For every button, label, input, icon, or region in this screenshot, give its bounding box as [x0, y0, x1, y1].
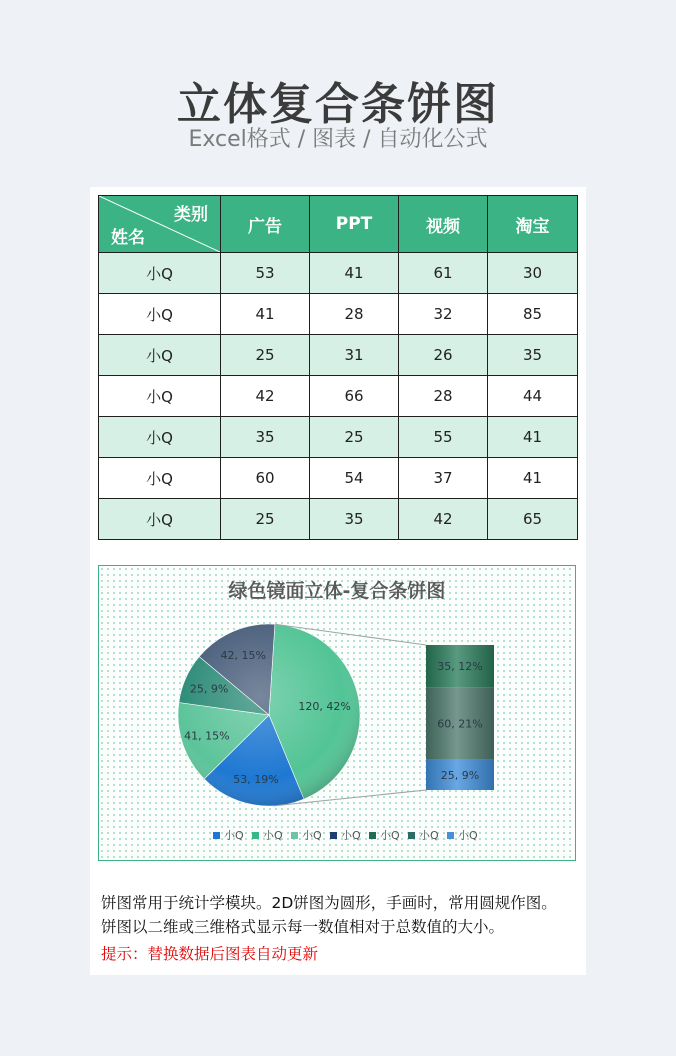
value-cell: 61	[399, 253, 488, 294]
value-cell: 41	[488, 417, 578, 458]
name-cell: 小Q	[99, 335, 221, 376]
legend-swatch	[213, 832, 220, 839]
column-header: PPT	[310, 196, 399, 253]
value-cell: 25	[310, 417, 399, 458]
header-category-label: 类别	[174, 205, 208, 225]
table-row	[99, 376, 578, 417]
legend-swatch	[252, 832, 259, 839]
value-cell: 53	[221, 253, 310, 294]
legend-swatch	[330, 832, 337, 839]
value-cell: 30	[488, 253, 578, 294]
table-row	[99, 335, 578, 376]
value-cell: 85	[488, 294, 578, 335]
bar-of-pie-chart	[99, 566, 575, 860]
header-corner-cell	[99, 196, 221, 253]
page-subtitle: Excel格式 / 图表 / 自动化公式	[188, 127, 488, 152]
value-cell: 37	[399, 458, 488, 499]
legend-label: 小Q	[263, 829, 283, 842]
value-cell: 35	[221, 417, 310, 458]
name-cell: 小Q	[99, 294, 221, 335]
description-line: 饼图常用于统计学模块。2D饼图为圆形，手画时，常用圆规作图。	[101, 894, 557, 912]
value-cell: 54	[310, 458, 399, 499]
value-cell: 32	[399, 294, 488, 335]
name-cell: 小Q	[99, 376, 221, 417]
bar-segment-label: 35, 12%	[437, 660, 483, 674]
table-header-row	[99, 196, 578, 253]
slice-label: 25, 9%	[189, 682, 229, 696]
value-cell: 25	[221, 335, 310, 376]
table-row	[99, 499, 578, 540]
description-line: 饼图以二维或三维格式显示每一数值相对于总数值的大小。	[101, 918, 505, 936]
table-row	[99, 294, 578, 335]
value-cell: 28	[310, 294, 399, 335]
legend-label: 小Q	[224, 829, 244, 842]
chart-title: 绿色镜面立体-复合条饼图	[228, 580, 446, 602]
table-row	[99, 253, 578, 294]
value-cell: 41	[488, 458, 578, 499]
table-row	[99, 417, 578, 458]
header-name-label: 姓名	[111, 228, 145, 248]
legend-label: 小Q	[341, 829, 361, 842]
legend-label: 小Q	[302, 829, 322, 842]
value-cell: 42	[221, 376, 310, 417]
value-cell: 41	[310, 253, 399, 294]
column-header: 淘宝	[488, 196, 578, 253]
legend-swatch	[369, 832, 376, 839]
value-cell: 66	[310, 376, 399, 417]
value-cell: 31	[310, 335, 399, 376]
value-cell: 25	[221, 499, 310, 540]
name-cell: 小Q	[99, 458, 221, 499]
slice-label: 42, 15%	[220, 648, 266, 662]
content-card	[90, 187, 586, 975]
description	[101, 891, 579, 939]
slice-label: 120, 42%	[298, 699, 351, 713]
slice-label: 41, 15%	[184, 729, 230, 743]
legend-label: 小Q	[458, 829, 478, 842]
column-header: 广告	[221, 196, 310, 253]
slice-label: 53, 19%	[233, 773, 279, 787]
chart-area	[98, 565, 576, 861]
value-cell: 35	[310, 499, 399, 540]
legend-label: 小Q	[419, 829, 439, 842]
value-cell: 42	[399, 499, 488, 540]
value-cell: 35	[488, 335, 578, 376]
column-header: 视频	[399, 196, 488, 253]
name-cell: 小Q	[99, 499, 221, 540]
bar-segment-label: 60, 21%	[437, 717, 483, 731]
value-cell: 65	[488, 499, 578, 540]
legend-swatch	[408, 832, 415, 839]
table-row	[99, 458, 578, 499]
value-cell: 28	[399, 376, 488, 417]
legend-label: 小Q	[380, 829, 400, 842]
data-table	[98, 195, 578, 540]
value-cell: 55	[399, 417, 488, 458]
legend-swatch	[291, 832, 298, 839]
value-cell: 44	[488, 376, 578, 417]
value-cell: 60	[221, 458, 310, 499]
name-cell: 小Q	[99, 253, 221, 294]
name-cell: 小Q	[99, 417, 221, 458]
bar-segment-label: 25, 9%	[440, 768, 480, 782]
value-cell: 26	[399, 335, 488, 376]
value-cell: 41	[221, 294, 310, 335]
legend-swatch	[447, 832, 454, 839]
tip-text: 提示：替换数据后图表自动更新	[101, 945, 319, 963]
page-title: 立体复合条饼图	[177, 79, 499, 130]
